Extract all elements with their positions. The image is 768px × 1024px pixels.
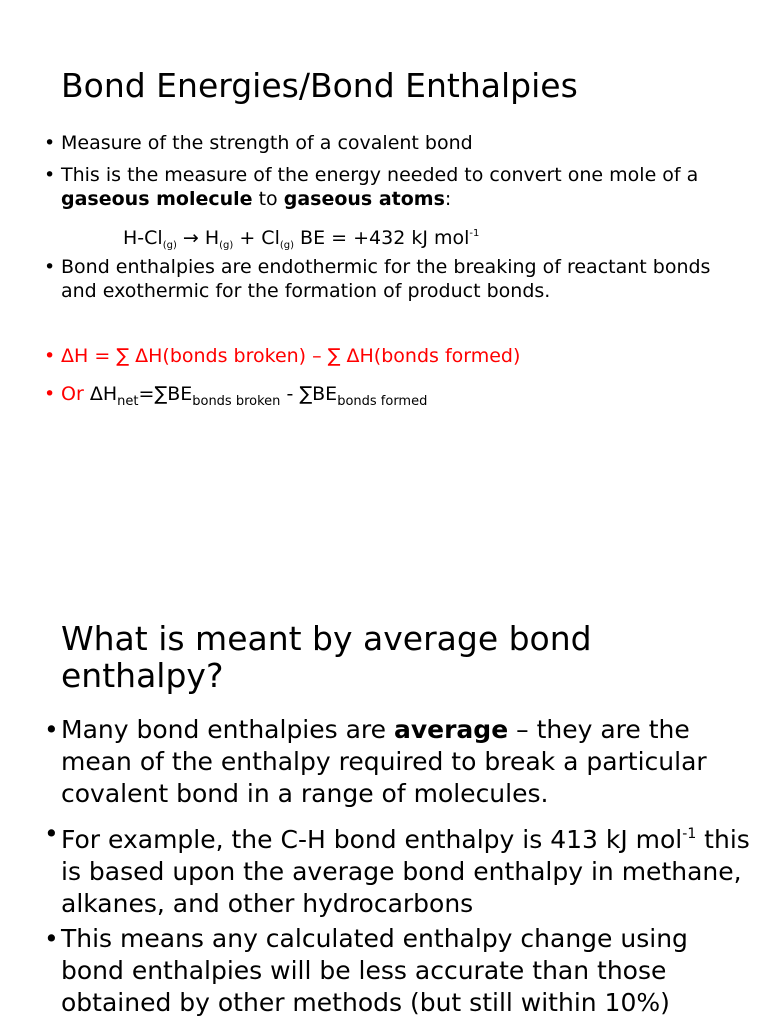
slide-title: Bond Energies/Bond Enthalpies <box>61 66 578 105</box>
bullet-marker: • <box>44 132 56 154</box>
bullet-text: This means any calculated enthalpy change using bond enthalpies will be less accurate than those obtained by other methods (but still within 10%) <box>61 924 688 1017</box>
bold-term: gaseous atoms <box>283 188 445 210</box>
hcl-equation: $H-Cl_{(g)} \to H_{(g)} + Cl_{(g)}$ BE = +432 kJ mol$^{-1}$ <box>123 227 480 251</box>
bullet-text: This is the measure of the energy needed to convert one mole of a gaseous molecule to gaseous atoms: <box>61 164 699 210</box>
formula-text: Or $\Delta H_{net}=\sum BE_{bonds broken} - \sum BE_{bonds formed}$ <box>61 383 428 409</box>
bullet-marker: • <box>44 256 56 278</box>
formula-text: ΔH = ∑ ΔH(bonds broken) – ∑ ΔH(bonds formed) <box>61 345 521 367</box>
bullet-marker: • <box>44 383 56 405</box>
bullet-marker: • <box>44 715 59 744</box>
slide-average-bond-enthalpy <box>0 600 768 1024</box>
bullet-text: Measure of the strength of a covalent bond <box>61 132 473 154</box>
bold-term: average <box>393 715 509 744</box>
bullet-text: For example, the C-H bond enthalpy is 413 kJ mol$^{-1}$ this is based upon the average bond enthalpy in methane, alkanes, and other hydrocarbons <box>61 825 750 918</box>
bullet-text: Many bond enthalpies are average – they are the mean of the enthalpy required to break a particular covalent bond in a range of molecules. <box>61 715 707 808</box>
bullet-marker: • <box>44 924 59 953</box>
slide-title: What is meant by average bond enthalpy? <box>61 619 592 695</box>
bullet-text: Bond enthalpies are endothermic for the breaking of reactant bonds and exothermic for the formation of product bonds. <box>61 256 711 302</box>
bullet-marker: • <box>44 345 56 367</box>
bullet-marker: • <box>44 164 56 186</box>
bold-term: gaseous molecule <box>61 188 253 210</box>
bullet-marker: • <box>44 819 59 848</box>
